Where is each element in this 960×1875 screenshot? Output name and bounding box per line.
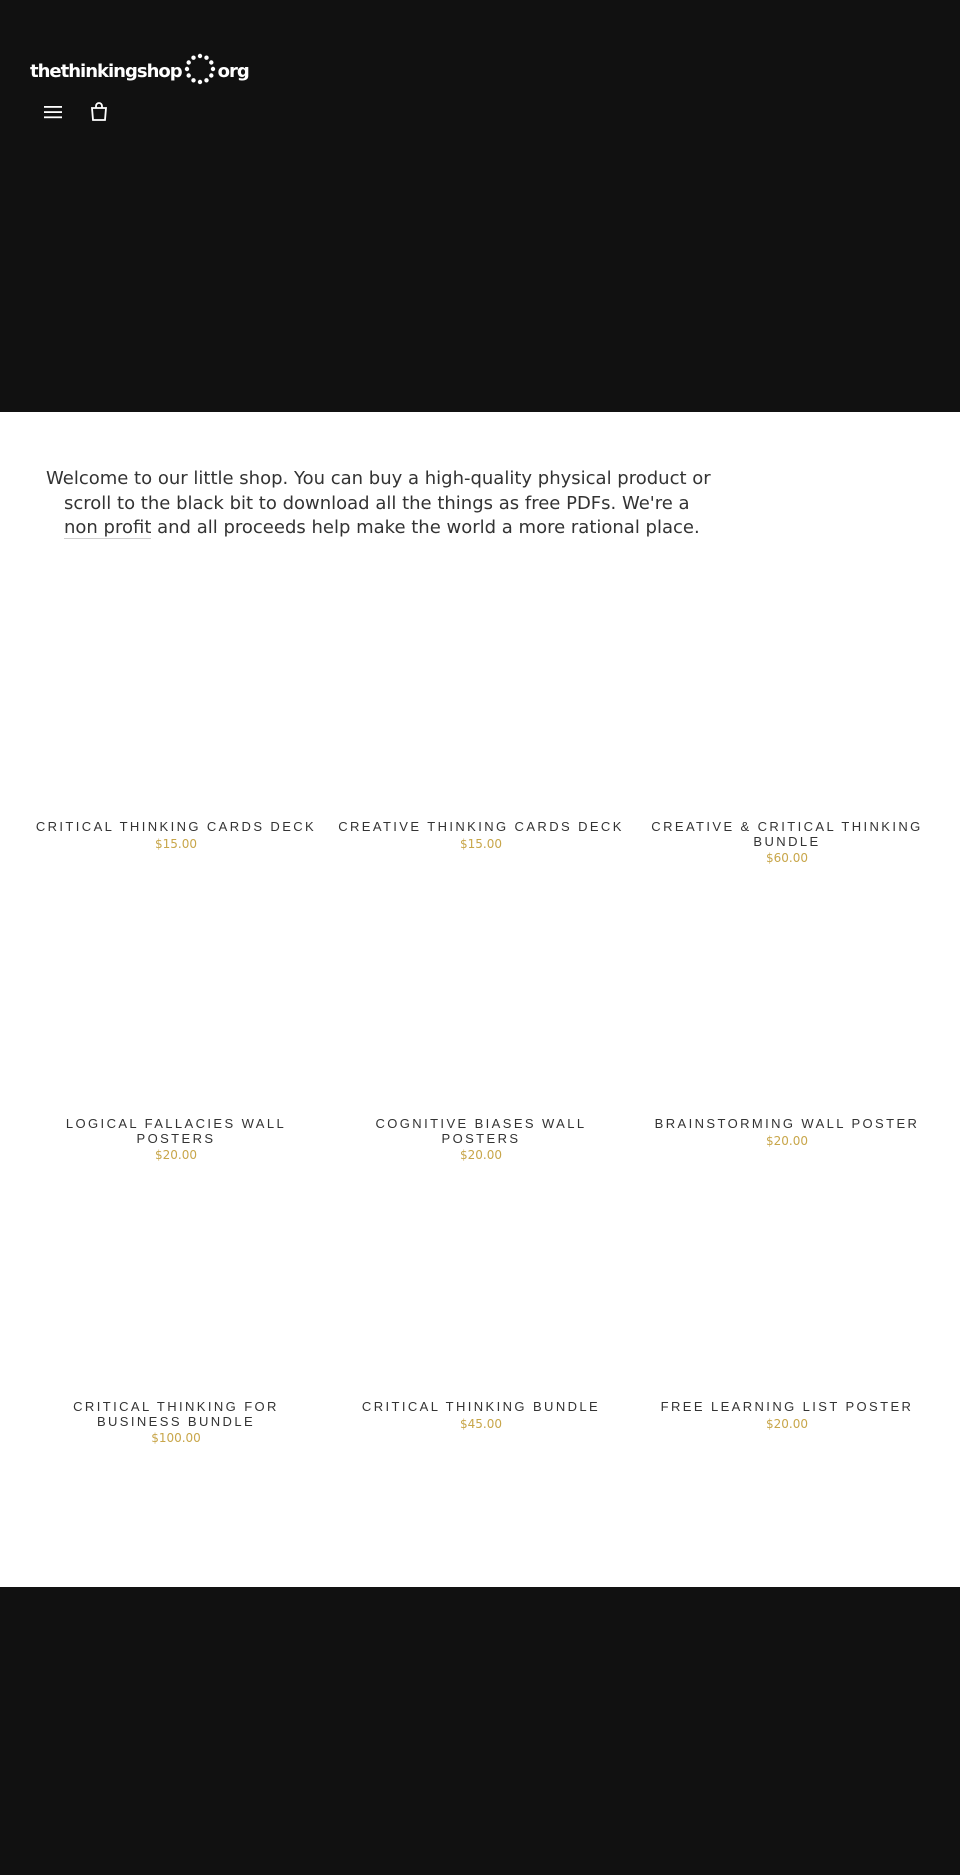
product-card[interactable] (336, 1117, 626, 1163)
product-card[interactable] (31, 820, 321, 852)
product-title[interactable]: CRITICAL THINKING BUNDLE (361, 1399, 601, 1414)
logo-text-right: org (217, 60, 249, 82)
product-card[interactable] (336, 820, 626, 852)
product-card[interactable] (642, 820, 932, 866)
product-price: $20.00 (155, 1148, 197, 1162)
product-card[interactable] (31, 1400, 321, 1446)
product-price: $15.00 (155, 836, 197, 851)
product-price: $15.00 (460, 836, 502, 851)
product-title[interactable]: FREE LEARNING LIST POSTER (660, 1399, 914, 1414)
non-profit-link[interactable]: non profit (64, 517, 152, 538)
product-price: $20.00 (766, 1133, 808, 1148)
product-card[interactable] (31, 1117, 321, 1163)
product-title[interactable]: CREATIVE & CRITICAL THINKING BUNDLE (651, 819, 923, 849)
intro-text (46, 467, 714, 541)
logo-text-left: thethinkingshop (30, 60, 182, 82)
product-price: $45.00 (460, 1416, 502, 1431)
product-price: $20.00 (766, 1416, 808, 1431)
product-title[interactable]: BRAINSTORMING WALL POSTER (654, 1116, 920, 1131)
product-price: $100.00 (151, 1431, 201, 1445)
product-card[interactable] (642, 1400, 932, 1432)
product-card[interactable] (642, 1117, 932, 1149)
intro-text-after-link: and all proceeds help make the world a more rational place. (151, 517, 700, 538)
product-card[interactable] (336, 1400, 626, 1432)
product-price: $20.00 (460, 1148, 502, 1162)
header-nav (40, 100, 112, 124)
product-title[interactable]: CREATIVE THINKING CARDS DECK (338, 819, 624, 834)
intro-text-before-link: Welcome to our little shop. You can buy a high-quality physical product or scroll to the black bit to download all the things as free PDFs. We're a (46, 468, 711, 514)
product-title[interactable]: CRITICAL THINKING FOR BUSINESS BUNDLE (73, 1399, 279, 1429)
product-title[interactable]: LOGICAL FALLACIES WALL POSTERS (65, 1116, 287, 1146)
site-footer (0, 1587, 960, 1875)
product-price: $60.00 (766, 851, 808, 865)
shopping-bag-icon[interactable] (86, 100, 112, 124)
logo-ring-icon (184, 53, 216, 90)
site-logo[interactable] (30, 54, 249, 88)
site-header (0, 0, 960, 412)
product-title[interactable]: COGNITIVE BIASES WALL POSTERS (375, 1116, 587, 1146)
product-title[interactable]: CRITICAL THINKING CARDS DECK (35, 819, 317, 834)
hamburger-menu-icon[interactable] (40, 100, 66, 124)
